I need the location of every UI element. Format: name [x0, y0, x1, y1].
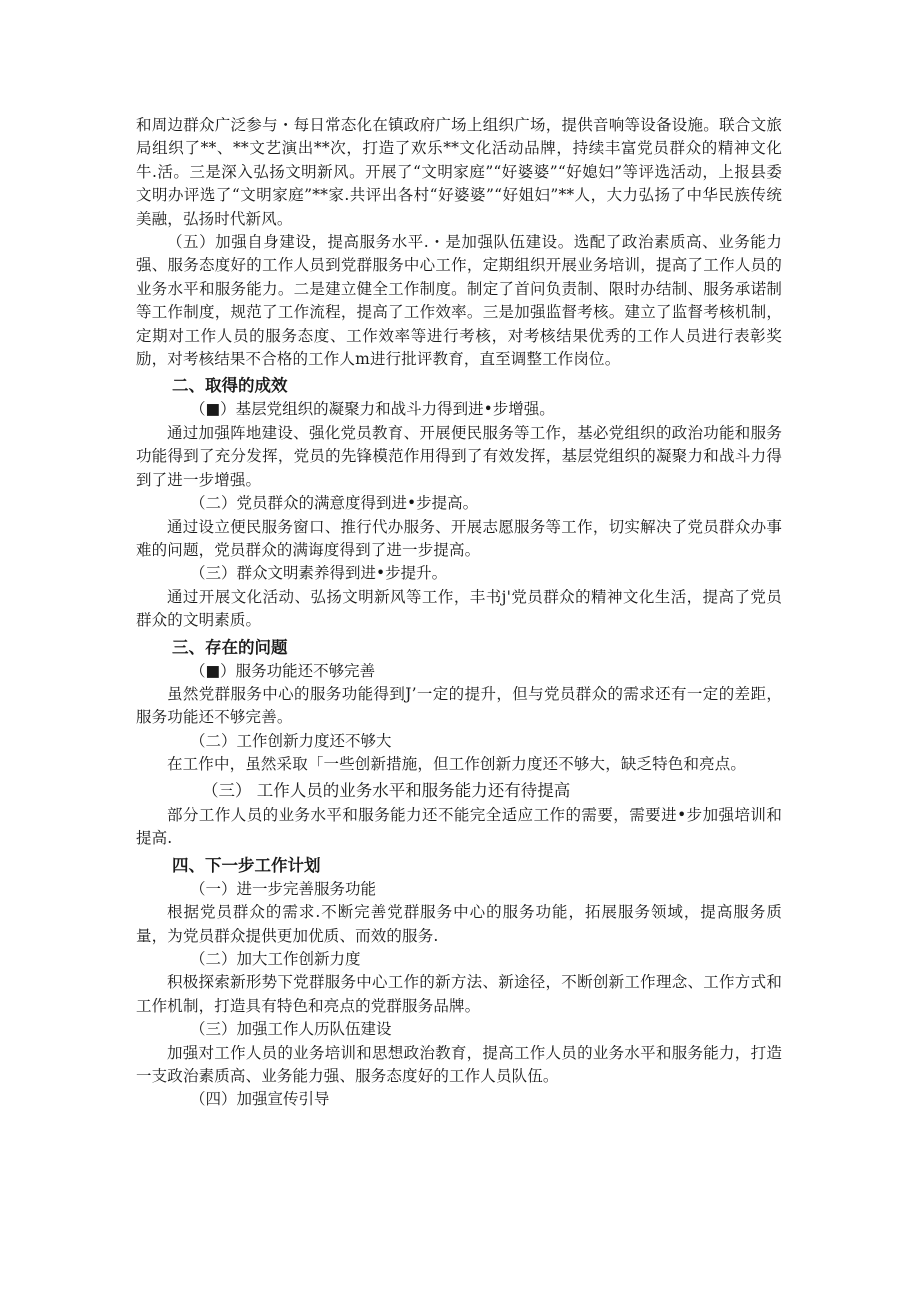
- subheading-increase-innovation: （二）加大工作创新力度: [190, 950, 361, 968]
- paragraph-service-function: 虽然党群服务中心的服务功能得到J’一定的提升，但与党员群众的需求还有一定的差距，服务功能还不够完善。: [136, 684, 782, 727]
- section-heading-problems: 三、存在的问题: [172, 637, 288, 657]
- subheading-staff-ability: （三） 工作人员的业务水平和服务能力还有待提高: [202, 780, 571, 800]
- subheading-improve-services: （一）进一步完善服务功能: [190, 879, 377, 898]
- paragraph-increase-innovation: 积极探索新形势下党群服务中心工作的新方法、新途径，不断创新工作理念、工作方式和工作机制，打造具有特色和亮点的党群服务品牌。: [136, 973, 782, 1015]
- paragraph-improve-services: 根据党员群众的需求.不断完善党群服务中心的服务功能，拓展服务领域，提高服务质量，为党员群众提供更加优质、而效的服务.: [136, 903, 782, 945]
- subheading-satisfaction: （二）党员群众的满意度得到进•步提高。: [190, 494, 479, 513]
- subheading-team-building: （三）加强工作人历队伍建设: [190, 1020, 392, 1039]
- paragraph-team-building: 加强对工作人员的业务培训和思想政治教育，提高工作人员的业务水平和服务能力，打造一支政治素质高、业务能力强、服务态度好的工作人员队伍。: [136, 1043, 782, 1086]
- paragraph-cohesion: 通过加强阵地建设、强化党员教育、开展便民服务等工作，基必党组织的政治功能和服务功能得到了充分发挥，党员的先锋模范作用得到了有效发挥，基层党组织的凝聚力和战斗力得到了进一步增强。: [136, 423, 782, 489]
- subheading-service-function: （■）服务功能还不够完善: [190, 661, 376, 680]
- section-heading-next-plan: 四、下一步工作计划: [172, 855, 321, 875]
- paragraph-civility: 通过开展文化活动、弘扬文明新风等工作，丰书j'党员群众的精神文化生活，提高了党员群众的文明素质。: [136, 587, 782, 630]
- subheading-cohesion: （■）基层党组织的凝聚力和战斗力得到进•步增强。: [190, 400, 555, 419]
- paragraph-innovation: 在工作中，虽然采取「一些创新措施，但工作创新力度还不够大，缺乏特色和亮点。: [167, 755, 747, 774]
- paragraph-staff-ability: 部分工作人员的业务水平和服务能力还不能完全适应工作的需要，需要进•步加强培训和提高.: [136, 805, 782, 848]
- subheading-innovation: （二）工作创新力度还不够大: [190, 731, 392, 750]
- paragraph-culture: 和周边群众广泛参与・每日常态化在镇政府广场上组织广场，提供音响等设备设施。联合文旅局组织了**、**文艺演出**次，打造了欢乐**文化活动品牌，持续丰富党员群众的精神文化牛.活。三是深入弘扬文明新风。开展了“文明家庭”“好婆婆”“好媳妇”等评选活动，上报县委文明办评选了“文明家庭”**家.共评出各村“好婆婆”“好姐妇”**人，大力弘扬了中华民族传统美融，弘扬时代新风。: [136, 116, 782, 228]
- subheading-civility: （三）群众文明素养得到进•步提升。: [190, 564, 448, 583]
- document-page: [136, 114, 782, 1112]
- subheading-publicity: （四）加强宣传引导: [190, 1090, 330, 1109]
- paragraph-satisfaction: 通过设立便民服务窗口、推行代办服务、开展志愿服务等工作，切实解决了党员群众办事难的问题，党员群众的满诲度得到了进一步提高。: [136, 517, 782, 559]
- paragraph-self-building: （五）加强自身建设，提高服务水平.・是加强队伍建设。选配了政治素质高、业务能力强、服务态度好的工作人员到党群服务中心工作，定期组织开展业务培训，提高了工作人员的业务水平和服务能力。二是建立健全工作制度。制定了首问负责制、限时办结制、服务承诺制等工作制度，规范了工作流程，提高了工作效率。三是加强监督考核。建立了监督考核机制，定期对工作人员的服务态度、工作效率等进行考核，对考核结果优秀的工作人员进行表彰奖励，对考核结果不合格的工作人m进行批评教育，直至调整工作岗位。: [136, 233, 782, 369]
- section-heading-achievements: 二、取得的成效: [172, 376, 288, 396]
